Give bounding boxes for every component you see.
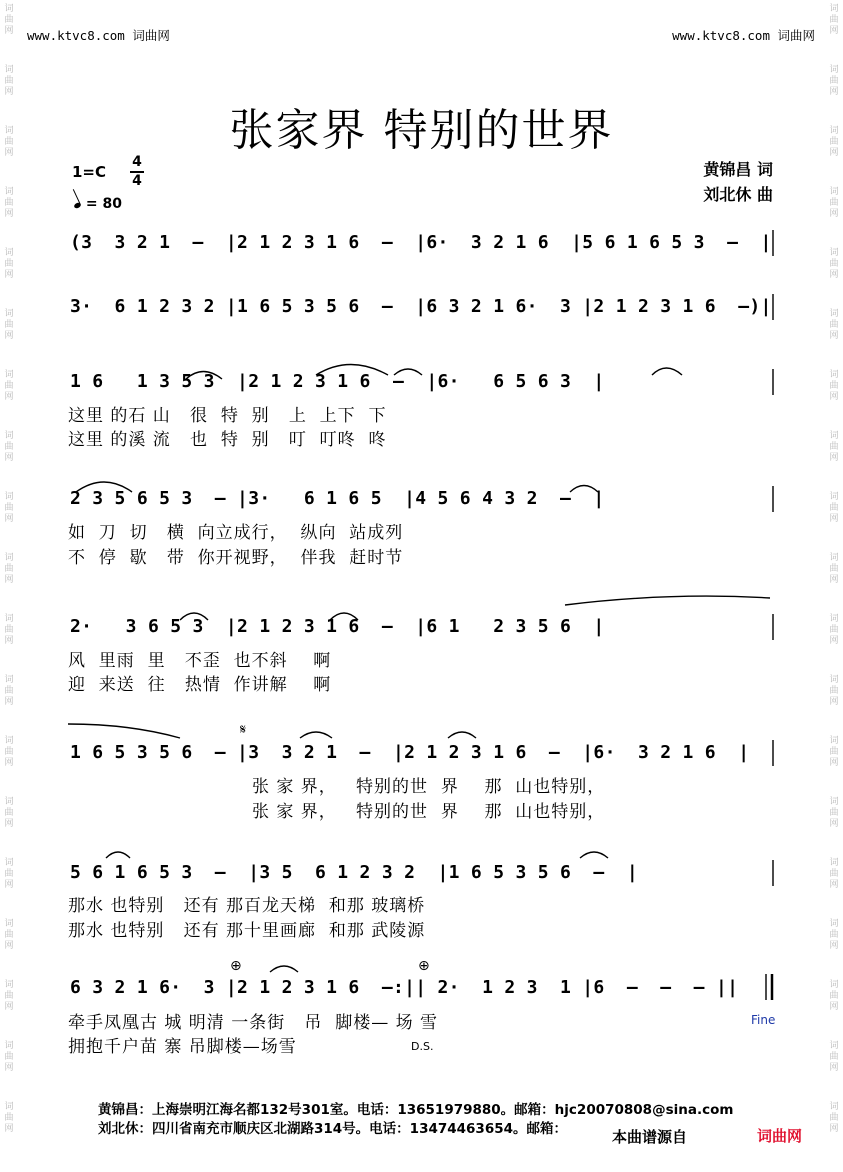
side-watermark: 词 曲 网	[4, 187, 14, 219]
fine-marker: Fine	[751, 1013, 776, 1027]
site-header-right[interactable]: www.ktvc8.com 词曲网	[672, 28, 815, 43]
meter-top: 4	[132, 154, 142, 170]
svg-text:⊕: ⊕	[230, 958, 242, 974]
side-watermark: 词 曲 网	[4, 126, 14, 158]
notation-row-2: 3· 6 1 2 3 2 |1 6 5 3 5 6 – |6 3 2 1 6· 3 |2 1 2 3 1 6 –)|	[70, 296, 772, 317]
side-watermark: 词 曲 网	[4, 553, 14, 585]
side-watermark: 词 曲 网	[829, 248, 839, 280]
side-watermark: 词 曲 网	[4, 309, 14, 341]
ds-marker: D.S.	[411, 1040, 434, 1053]
side-watermark: 词 曲 网	[4, 431, 14, 463]
side-watermark: 词 曲 网	[4, 675, 14, 707]
side-watermark: 词 曲 网	[4, 492, 14, 524]
notation-row-4: 2 3 5 6 5 3 – |3· 6 1 6 5 |4 5 6 4 3 2 – |	[70, 488, 605, 509]
lyricist-credit: 黄锦昌 词	[703, 160, 773, 179]
notation-row-1: (3 3 2 1 – |2 1 2 3 1 6 – |6· 3 2 1 6 |5 6 1 6 5 3 – |	[70, 232, 772, 253]
source-site-link[interactable]: 词曲网	[757, 1127, 803, 1145]
lyricist-contact: 黄锦昌：上海崇明江海名都132号301室。电话：13651979880。邮箱：hjc20070808@sina.com	[98, 1102, 734, 1118]
lyric-row-8-verse-1: 牵手凤凰古 城 明清 一条街 吊 脚楼— 场 雪	[68, 1013, 439, 1033]
notation-row-7: 5 6 1 6 5 3 – |3 5 6 1 2 3 2 |1 6 5 3 5 6 – |	[70, 862, 638, 883]
key-signature: 1=C	[72, 163, 107, 181]
lyric-row-3-verse-1: 这里 的石 山 很 特 别 上 上下 下	[68, 406, 387, 426]
time-signature	[130, 155, 144, 189]
side-watermark: 词 曲 网	[4, 248, 14, 280]
meter-bottom: 4	[132, 173, 142, 189]
side-watermark: 词 曲 网	[829, 65, 839, 97]
lyric-row-8-verse-2: 拥抱千户苗 寨 吊脚楼—场雪	[68, 1037, 297, 1057]
tempo-value: = 80	[85, 196, 122, 212]
side-watermark: 词 曲 网	[4, 736, 14, 768]
side-watermark: 词 曲 网	[829, 187, 839, 219]
right-watermark-strip	[825, 0, 843, 1172]
composer-contact: 刘北休：四川省南充市顺庆区北湖路314号。电话：13474463654。邮箱：	[98, 1121, 568, 1137]
side-watermark: 词 曲 网	[829, 919, 839, 951]
side-watermark: 词 曲 网	[4, 858, 14, 890]
song-title: 张家界 特别的世界	[229, 105, 614, 156]
side-watermark: 词 曲 网	[4, 919, 14, 951]
side-watermark: 词 曲 网	[4, 797, 14, 829]
side-watermark: 词 曲 网	[829, 1041, 839, 1073]
lyric-row-5-verse-2: 迎 来送 往 热情 作讲解 啊	[68, 675, 332, 695]
lyric-row-5-verse-1: 风 里雨 里 不歪 也不斜 啊	[68, 651, 332, 671]
svg-text:𝄋: 𝄋	[240, 722, 247, 738]
side-watermark: 词 曲 网	[829, 675, 839, 707]
side-watermark: 词 曲 网	[829, 126, 839, 158]
side-watermark: 词 曲 网	[829, 1102, 839, 1134]
side-watermark: 词 曲 网	[4, 370, 14, 402]
side-watermark: 词 曲 网	[4, 980, 14, 1012]
side-watermark: 词 曲 网	[829, 4, 839, 36]
side-watermark: 词 曲 网	[829, 614, 839, 646]
side-watermark: 词 曲 网	[829, 553, 839, 585]
lyric-row-4-verse-1: 如 刀 切 横 向立成行， 纵向 站成列	[68, 523, 404, 543]
lyric-row-3-verse-2: 这里 的溪 流 也 特 别 叮 叮咚 咚	[68, 430, 387, 450]
notation-row-8: 6 3 2 1 6· 3 |2 1 2 3 1 6 –:|| 2· 1 2 3 1 |6 – – – ||	[70, 977, 739, 998]
lyric-row-7-verse-1: 那水 也特别 还有 那百龙天梯 和那 玻璃桥	[68, 896, 426, 916]
source-label: 本曲谱源自	[609, 1126, 690, 1147]
side-watermark: 词 曲 网	[4, 1102, 14, 1134]
side-watermark: 词 曲 网	[829, 370, 839, 402]
site-header-left[interactable]: www.ktvc8.com 词曲网	[27, 28, 170, 43]
side-watermark: 词 曲 网	[829, 492, 839, 524]
left-watermark-strip	[0, 0, 18, 1172]
side-watermark: 词 曲 网	[829, 736, 839, 768]
side-watermark: 词 曲 网	[829, 858, 839, 890]
side-watermark: 词 曲 网	[829, 309, 839, 341]
side-watermark: 词 曲 网	[829, 797, 839, 829]
quarter-note-icon	[73, 202, 81, 209]
side-watermark: 词 曲 网	[4, 65, 14, 97]
side-watermark: 词 曲 网	[4, 1041, 14, 1073]
notation-row-3: 1 6 1 3 5 3 |2 1 2 3 1 6 – |6· 6 5 6 3 |	[70, 371, 605, 392]
side-watermark: 词 曲 网	[4, 614, 14, 646]
lyric-row-4-verse-2: 不 停 歇 带 你开视野， 伴我 赶时节	[68, 548, 404, 568]
side-watermark: 词 曲 网	[4, 4, 14, 36]
notation-row-6: 1 6 5 3 5 6 – |3 3 2 1 – |2 1 2 3 1 6 – |6· 3 2 1 6 |	[70, 742, 750, 763]
svg-text:⊕: ⊕	[418, 958, 430, 974]
side-watermark: 词 曲 网	[829, 431, 839, 463]
lyric-row-6-verse-2: 张 家 界， 特别的世 界 那 山也特别，	[252, 802, 606, 822]
tempo-marking	[74, 196, 122, 212]
notation-row-5: 2· 3 6 5 3 |2 1 2 3 1 6 – |6 1 2 3 5 6 |	[70, 616, 605, 637]
composer-credit: 刘北休 曲	[703, 185, 773, 204]
lyric-row-7-verse-2: 那水 也特别 还有 那十里画廊 和那 武陵源	[68, 921, 426, 941]
lyric-row-6-verse-1: 张 家 界， 特别的世 界 那 山也特别，	[252, 777, 606, 797]
side-watermark: 词 曲 网	[829, 980, 839, 1012]
